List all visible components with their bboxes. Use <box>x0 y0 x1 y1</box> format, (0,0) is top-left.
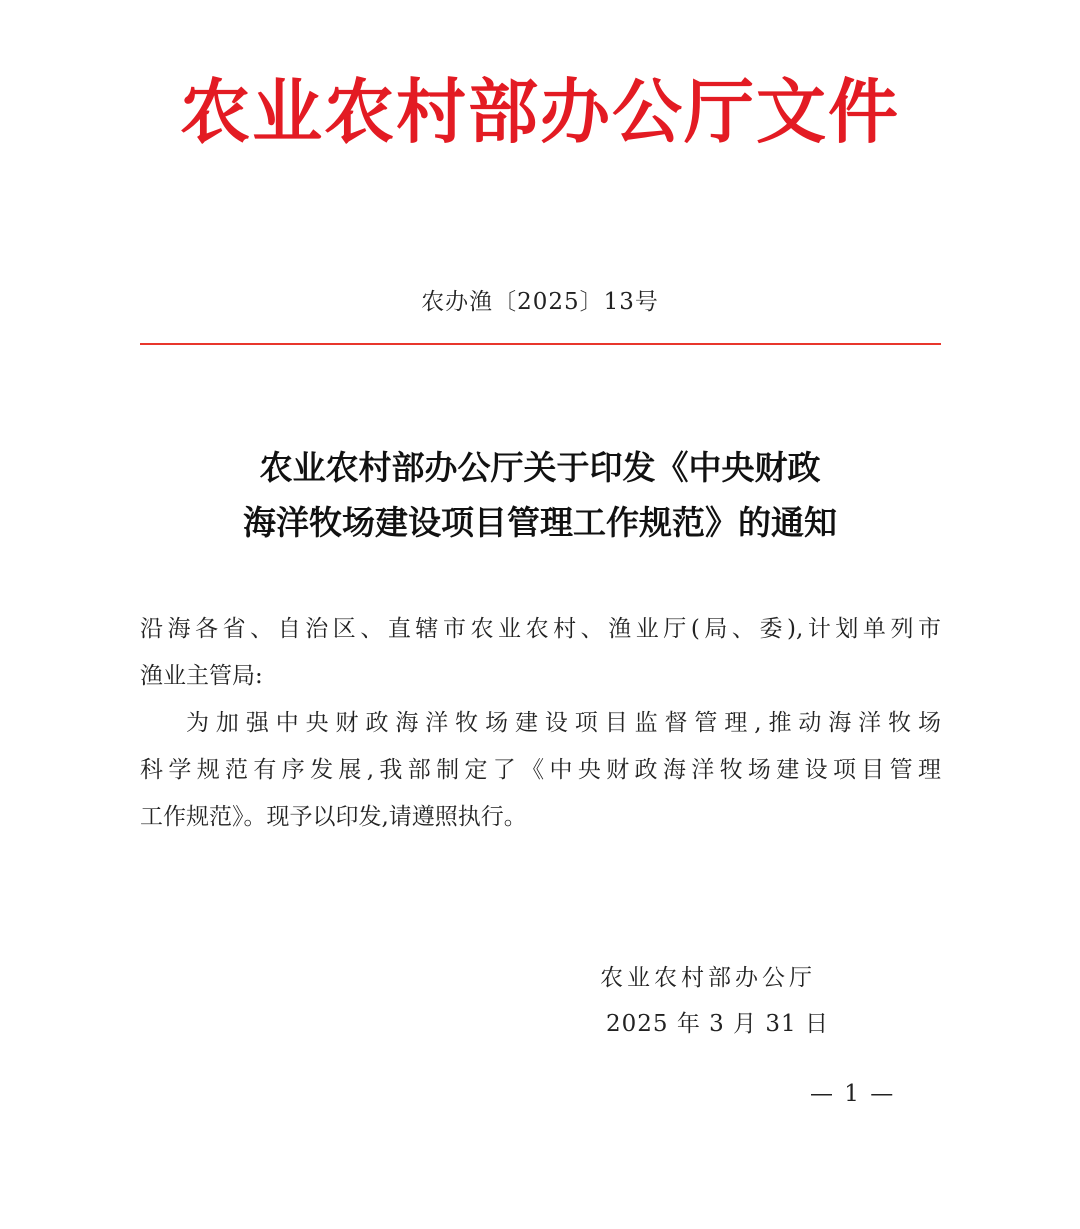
paragraph-line-1: 为加强中央财政海洋牧场建设项目监督管理,推动海洋牧场 <box>186 710 941 736</box>
paragraph-line-2: 科学规范有序发展,我部制定了《中央财政海洋牧场建设项目管理 <box>140 757 941 783</box>
paragraph-line-3: 工作规范》。现予以印发,请遵照执行。 <box>140 804 527 830</box>
signature-date: 2025 年 3 月 31 日 <box>606 1011 829 1037</box>
addressee-line-1: 沿海各省、自治区、直辖市农业农村、渔业厅(局、委),计划单列市 <box>140 616 941 642</box>
document-title <box>0 440 1080 550</box>
signature-issuer: 农业农村部办公厅 <box>600 965 816 991</box>
page-number: — 1 — <box>810 1081 896 1107</box>
signature-block <box>600 955 829 1047</box>
document-title-line-1: 农业农村部办公厅关于印发《中央财政 <box>259 448 821 487</box>
document-body <box>140 606 941 841</box>
red-divider-line <box>140 343 941 345</box>
document-number: 农办渔〔2025〕13号 <box>421 289 659 315</box>
document-title-line-2: 海洋牧场建设项目管理工作规范》的通知 <box>243 503 837 542</box>
issuer-title: 农业农村部办公厅文件 <box>180 70 900 153</box>
addressee-line-2: 渔业主管局: <box>140 663 263 689</box>
